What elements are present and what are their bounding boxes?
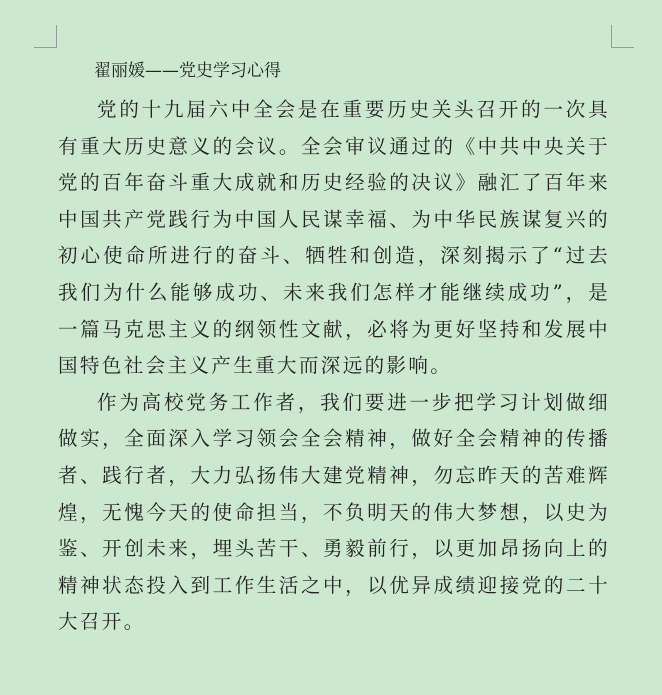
document-title: 翟丽媛——党史学习心得 — [94, 61, 281, 81]
document-body[interactable] — [58, 58, 610, 641]
margin-corner-mark-top-right — [611, 25, 634, 48]
paragraph-1: 党的十九届六中全会是在重要历史关头召开的一次具有重大历史意义的会议。全会审议通过的《中共中央关于党的百年奋斗重大成就和历史经验的决议》融汇了百年来中国共产党践行为中国人民谋幸福、为中华民族谋复兴的初心使命所进行的奋斗、牺牲和创造，深刻揭示了“过去我们为什么能够成功、未来我们怎样才能继续成功”，是一篇马克思主义的纲领性文献，必将为更好坚持和发展中国特色社会主义产生重大而深远的影响。 — [58, 98, 610, 378]
paragraph-2: 作为高校党务工作者，我们要进一步把学习计划做细做实，全面深入学习领会全会精神，做好全会精神的传播者、践行者，大力弘扬伟大建党精神，勿忘昨天的苦难辉煌，无愧今天的使命担当，不负明天的伟大梦想，以史为鉴、开创未来，埋头苦干、勇毅前行，以更加昂扬向上的精神状态投入到工作生活之中，以优异成绩迎接党的二十大召开。 — [58, 390, 610, 634]
margin-corner-mark-top-left — [34, 25, 57, 48]
